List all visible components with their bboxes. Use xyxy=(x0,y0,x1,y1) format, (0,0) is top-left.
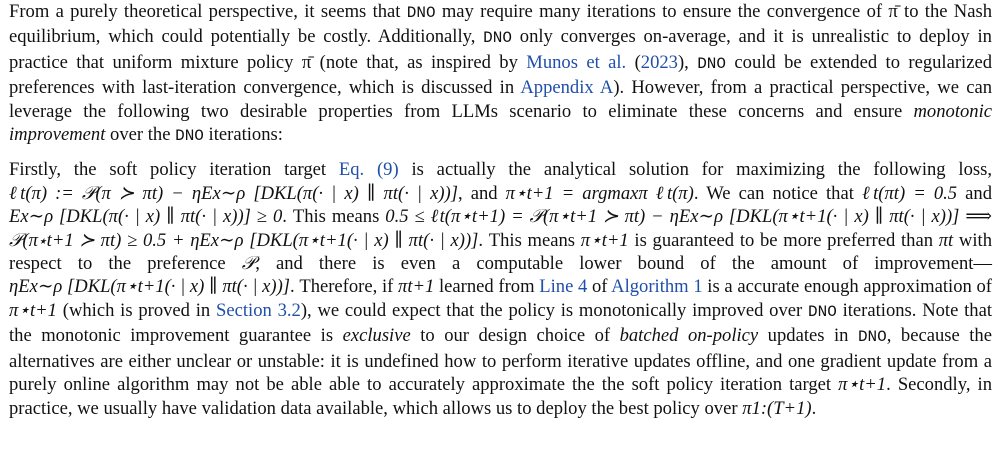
text: From a purely theoretical perspective, it seems that xyxy=(9,1,407,22)
text: . We can notice that xyxy=(693,182,862,204)
text: (which is proved in xyxy=(56,299,217,321)
text: . Therefore, if xyxy=(290,276,398,298)
text: to our design choice of xyxy=(410,325,620,347)
text: may require many iterations to ensure the convergence of π̄ to the Nash equilibrium, which could potentially be costly. Additionally, xyxy=(9,1,992,48)
emphasis: batched on-policy xyxy=(619,325,759,347)
dno-term: DNO xyxy=(857,328,887,347)
math-loss: ℓt(π) := 𝒫(π ≻ πt) − ηEx∼ρ [DKL(π(· | x) ∥ πt(· | x))] xyxy=(9,182,458,204)
dno-term: DNO xyxy=(697,54,727,73)
text: could be extended to regularized preferences with last-iteration convergence, which is discussed in xyxy=(9,51,992,99)
math-pi-star: π⋆t+1 xyxy=(9,299,57,321)
math-kl-nonneg: Ex∼ρ [DKL(π(· | x) ∥ πt(· | x))] ≥ 0 xyxy=(9,206,283,228)
text: learned from xyxy=(434,276,540,298)
text: , and xyxy=(457,182,506,204)
appendix-a-link[interactable]: Appendix A xyxy=(520,77,614,99)
text: ), we could expect that the policy is monotonically improved over xyxy=(300,299,808,321)
emphasis: exclusive xyxy=(342,325,411,347)
text: is guaranteed to be more preferred than xyxy=(628,229,939,251)
text: , and there is even a computable lower bound of the amount of improvement— xyxy=(255,253,993,275)
text: is actually the analytical solution for maximizing the following loss, xyxy=(398,159,992,181)
text: over the xyxy=(105,124,176,146)
text: ( xyxy=(626,51,641,73)
text: only converges on-average, and it is unrealistic to deploy in practice that uniform mixture policy π̄ (note that, as inspired by xyxy=(9,26,992,73)
text: iterations. Note that the monotonic improvement guarantee is xyxy=(9,299,993,347)
citation-year-link[interactable]: 2023 xyxy=(640,51,678,73)
text: , because the alternatives are either unclear or unstable: it is undefined how to perform iterative updates offline, and one gradient update from a purely online algorithm may not be able able to accurately approximate the the soft policy iteration target xyxy=(9,325,992,396)
text: ), xyxy=(677,51,698,73)
section-3-2-link[interactable]: Section 3.2 xyxy=(216,299,301,321)
math-pi-star: π⋆t+1 xyxy=(580,229,629,251)
math-argmax: π⋆t+1 = argmaxπ ℓt(π) xyxy=(505,182,694,204)
math-policy-sequence: π1:(T+1) xyxy=(742,397,812,419)
dno-term: DNO xyxy=(406,4,436,22)
text: updates in xyxy=(758,325,858,347)
text: . Secondly, in practice, we usually have validation data available, which allows us to deploy the best policy over xyxy=(9,374,992,419)
text: . xyxy=(811,397,817,419)
math-pi-t: πt xyxy=(938,229,954,251)
text: of xyxy=(587,276,612,298)
text: . This means xyxy=(282,206,386,228)
text: with respect to the preference xyxy=(9,229,992,275)
emphasis: monotonic improvement xyxy=(9,100,992,146)
text: . This means xyxy=(478,229,581,251)
dno-term: DNO xyxy=(175,127,204,146)
math-loss-value: ℓt(πt) = 0.5 xyxy=(861,182,958,204)
text: is a accurate enough approximation of xyxy=(702,276,992,298)
line-4-link[interactable]: Line 4 xyxy=(539,276,588,298)
paragraph-practical xyxy=(9,158,992,419)
dno-term: DNO xyxy=(483,29,512,48)
dno-term: DNO xyxy=(807,302,837,321)
text: iterations: xyxy=(203,124,283,146)
text: ). However, from a practical perspective, we can leverage the following two desirable properties from LLMs scenario to eliminate these concerns and ensure xyxy=(9,77,992,122)
math-preference: 𝒫 xyxy=(241,253,256,275)
paragraph-theoretical xyxy=(9,0,992,148)
citation-munos-link[interactable]: Munos et al. xyxy=(526,51,627,73)
text: Firstly, the soft policy iteration target xyxy=(9,159,339,181)
algorithm-1-link[interactable]: Algorithm 1 xyxy=(611,276,703,298)
math-lower-bound: ηEx∼ρ [DKL(π⋆t+1(· | x) ∥ πt(· | x))] xyxy=(9,276,290,298)
equation-9-link[interactable]: Eq. (9) xyxy=(338,159,399,181)
math-inequality-chain: 0.5 ≤ ℓt(π⋆t+1) = 𝒫(π⋆t+1 ≻ πt) − ηEx∼ρ [DKL(π⋆t+1(· | x) ∥ πt(· | x))] ⟹ 𝒫(π⋆t+1 ≻ πt) ≥ 0.5 + ηEx∼ρ [DKL(π⋆t+1(· | x) ∥ πt(· | x))] xyxy=(9,206,992,251)
math-pi-t-plus-1: πt+1 xyxy=(398,276,435,298)
text: and xyxy=(957,182,992,204)
math-pi-star: π⋆t+1 xyxy=(838,374,887,396)
